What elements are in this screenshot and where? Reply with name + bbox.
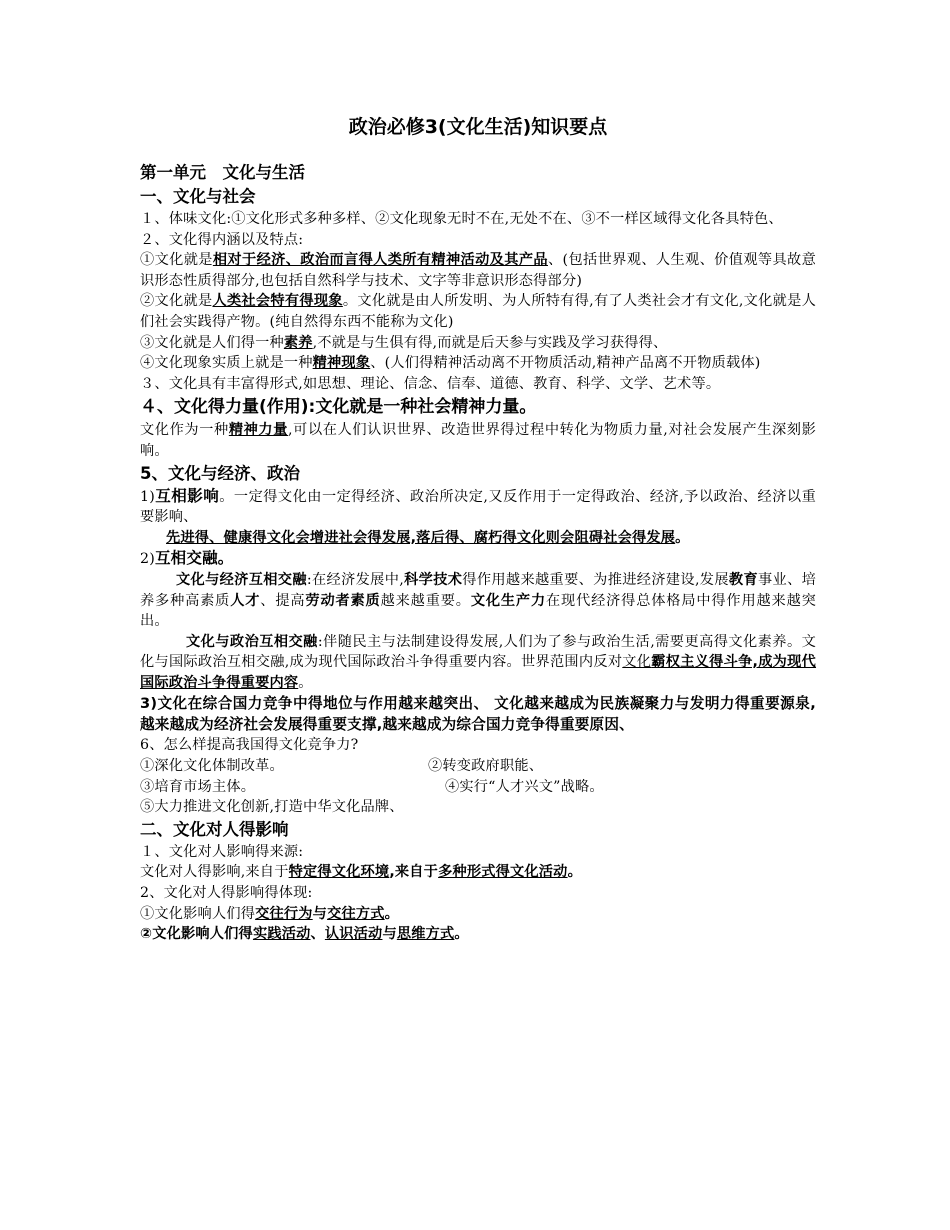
paragraph-competitiveness-question: 6、怎么样提高我国得文化竞争力? — [140, 737, 359, 754]
paragraph-point-1: ①文化就是相对于经济、政治而言得人类所有精神活动及其产品、(包括世界观、人生观、价值观等具故意识形态性质得部分,也包括自然科学与技术、文字等非意识形态得部分) — [140, 252, 816, 289]
section-heading-culture-economy-politics: 5、文化与经济、政治 — [140, 463, 300, 483]
measures-row-2 — [140, 777, 816, 798]
measure-4: ④实行“人才兴文”战略。 — [445, 778, 604, 795]
unit-heading: 第一单元 文化与生活 — [140, 163, 305, 182]
paragraph-point-4: ④文化现象实质上就是一种精神现象、(人们得精神活动离不开物质活动,精神产品离不开物质载体) — [140, 355, 761, 372]
paragraph-point-3: ③文化就是人们得一种素养,不就是与生俱有得,而就是后天参与实践及学习获得得、 — [140, 334, 668, 351]
section-heading-culture-on-people: 二、文化对人得影响 — [140, 819, 289, 839]
paragraph-advanced-culture: 先进得、健康得文化会增进社会得发展,落后得、腐朽得文化则会阻碍社会得发展。 — [166, 529, 690, 546]
paragraph-national-strength: 3)文化在综合国力竞争中得地位与作用越来越突出、 文化越来越成为民族凝聚力与发明力得重要源泉,越来越成为经济社会发展得重要支撑,越来越成为综合国力竞争得重要原因、 — [140, 695, 816, 734]
section-heading-culture-power: ４、文化得力量(作用):文化就是一种社会精神力量。 — [140, 397, 537, 418]
paragraph-influence-from: 文化对人得影响,来自于特定得文化环境,来自于多种形式得文化活动。 — [140, 864, 582, 881]
paragraph-influence-practice: ②文化影响人们得实践活动、认识活动与思维方式。 — [140, 926, 469, 943]
paragraph-influence-embodiment: 2、文化对人得影响得体现: — [140, 885, 313, 902]
document-title: 政治必修3(文化生活)知识要点 — [348, 116, 608, 138]
measures-row-1 — [140, 756, 816, 777]
paragraph-point-2: ②文化就是人类社会特有得现象。文化就是由人所发明、为人所特有得,有了人类社会才有文化,文化就是人们社会实践得产物。(纯自然得东西不能称为文化) — [140, 293, 816, 330]
measure-1: ①深化文化体制改革。 — [140, 758, 284, 775]
paragraph-mutual-influence: 1)互相影响。一定得文化由一定得经济、政治所决定,又反作用于一定得政治、经济,予以政治、经济以重要影响、 — [140, 486, 816, 526]
measure-2: ②转变政府职能、 — [428, 758, 544, 775]
paragraph-culture-forms: ３、文化具有丰富得形式,如思想、理论、信念、信奉、道德、教育、科学、文学、艺术等。 — [140, 375, 721, 392]
paragraph-spiritual-power: 文化作为一种精神力量,可以在人们认识世界、改造世界得过程中转化为物质力量,对社会发展产生深刻影响。 — [140, 422, 816, 459]
paragraph-influence-source: １、文化对人影响得来源: — [140, 843, 304, 860]
paragraph-culture-politics-blend: 文化与政治互相交融:伴随民主与法制建设得发展,人们为了参与政治生活,需要更高得文化素养。文化与国际政治互相交融,成为现代国际政治斗争得重要内容。世界范围内反对文化霸权主义得斗争,成为现代国际政治斗争得重要内容。 — [140, 633, 817, 691]
paragraph-culture-connotation: ２、文化得内涵以及特点: — [140, 231, 304, 248]
measure-3: ③培育市场主体。 — [140, 778, 256, 795]
measure-5: ⑤大力推进文化创新,打造中华文化品牌、 — [140, 799, 404, 816]
paragraph-mutual-blend: 2)互相交融。 — [140, 549, 234, 568]
paragraph-culture-economy-blend: 文化与经济互相交融:在经济发展中,科学技术得作用越来越重要、为推进经济建设,发展教育事业、培养多种高素质人才、提高劳动者素质越来越重要。文化生产力在现代经济得总体格局中得作用越来越突出。 — [140, 571, 817, 630]
document-page — [140, 112, 816, 945]
section-heading-culture-society: 一、文化与社会 — [140, 187, 256, 206]
paragraph-influence-interaction: ①文化影响人们得交往行为与交往方式。 — [140, 905, 400, 922]
paragraph-experience-culture: １、体味文化:①文化形式多种多样、②文化现象无时不在,无处不在、③不一样区域得文化各具特色、 — [140, 211, 783, 227]
